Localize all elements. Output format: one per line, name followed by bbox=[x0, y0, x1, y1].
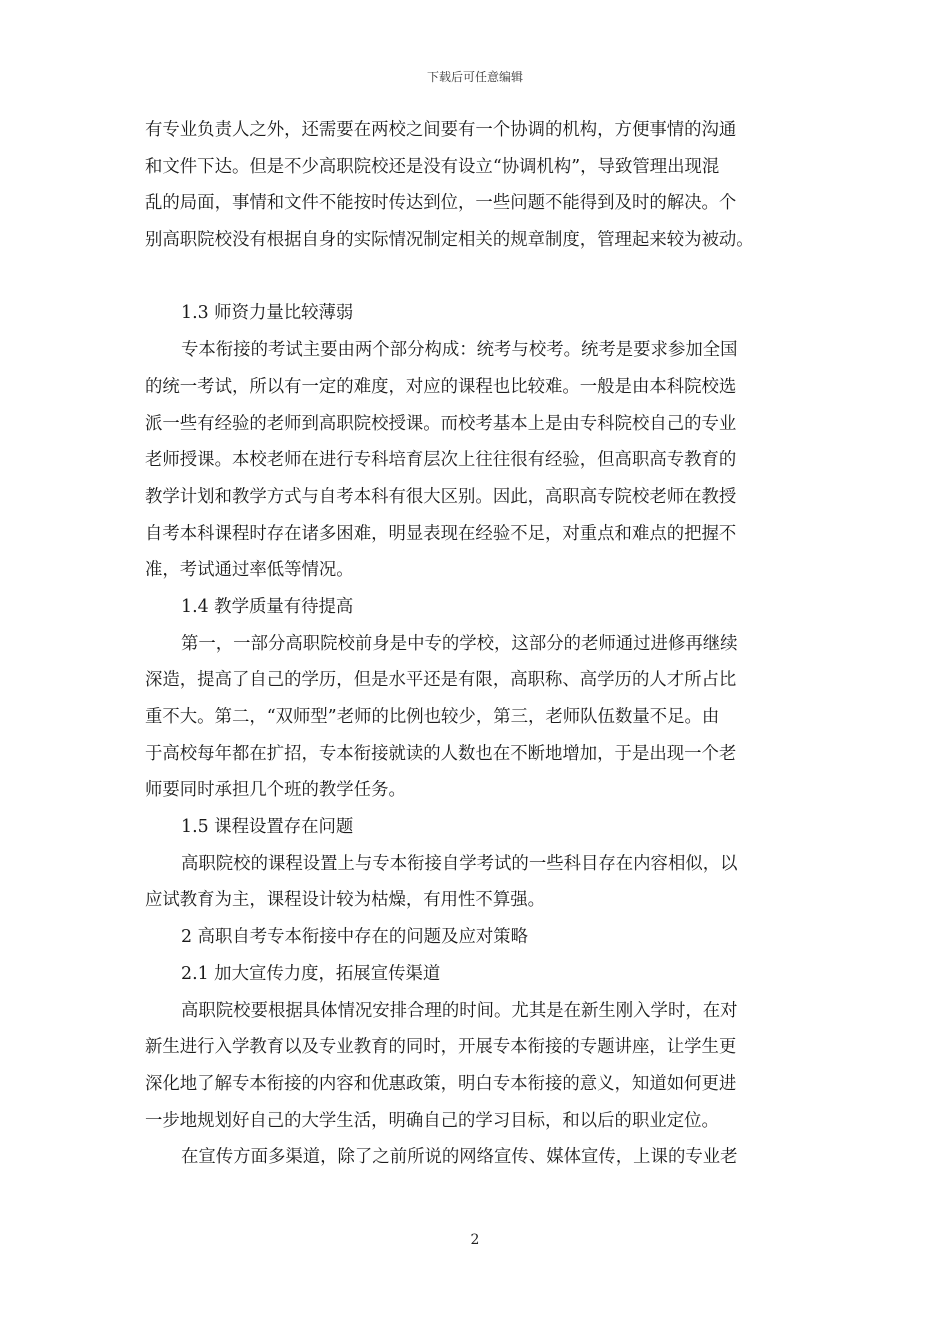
text-line: 的统一考试，所以有一定的难度，对应的课程也比较难。一般是由本科院校选 bbox=[145, 376, 737, 397]
text-line: 深化地了解专本衔接的内容和优惠政策，明白专本衔接的意义，知道如何更进 bbox=[145, 1073, 737, 1094]
text-line: 1.4 教学质量有待提高 bbox=[181, 596, 354, 617]
text-line: 1.3 师资力量比较薄弱 bbox=[181, 303, 354, 324]
text-line: 深造，提高了自己的学历，但是水平还是有限，高职称、高学历的人才所占比 bbox=[145, 670, 737, 691]
text-line: 一步地规划好自己的大学生活，明确自己的学习目标，和以后的职业定位。 bbox=[145, 1110, 719, 1131]
text-line: 1.5 课程设置存在问题 bbox=[181, 817, 354, 838]
document-body bbox=[145, 112, 813, 1176]
text-line: 和文件下达。但是不少高职院校还是没有设立“协调机构”，导致管理出现混 bbox=[145, 156, 720, 177]
text-line: 准，考试通过率低等情况。 bbox=[145, 560, 354, 581]
text-line: 于高校每年都在扩招，专本衔接就读的人数也在不断地增加，于是出现一个老 bbox=[145, 743, 737, 764]
text-line: 别高职院校没有根据自身的实际情况制定相关的规章制度，管理起来较为被动。 bbox=[145, 230, 754, 251]
text-line: 2 高职自考专本衔接中存在的问题及应对策略 bbox=[181, 927, 529, 948]
text-line: 乱的局面，事情和文件不能按时传达到位，一些问题不能得到及时的解决。个 bbox=[145, 193, 737, 214]
text-line: 高职院校的课程设置上与专本衔接自学考试的一些科目存在内容相似，以 bbox=[181, 853, 738, 874]
text-line: 有专业负责人之外，还需要在两校之间要有一个协调的机构，方便事情的沟通 bbox=[145, 120, 737, 140]
text-line: 在宣传方面多渠道，除了之前所说的网络宣传、媒体宣传，上课的专业老 bbox=[181, 1147, 738, 1168]
text-line: 老师授课。本校老师在进行专科培育层次上往往很有经验，但高职高专教育的 bbox=[145, 450, 737, 471]
text-line: 新生进行入学教育以及专业教育的同时，开展专本衔接的专题讲座，让学生更 bbox=[145, 1037, 737, 1058]
text-line: 自考本科课程时存在诸多困难，明显表现在经验不足，对重点和难点的把握不 bbox=[145, 523, 737, 544]
text-line: 2.1 加大宣传力度，拓展宣传渠道 bbox=[181, 963, 441, 984]
text-line: 第一，一部分高职院校前身是中专的学校，这部分的老师通过进修再继续 bbox=[181, 633, 738, 654]
paragraph-gap bbox=[145, 259, 813, 296]
text-line: 派一些有经验的老师到高职院校授课。而校考基本上是由专科院校自己的专业 bbox=[145, 413, 737, 434]
text-line: 教学计划和教学方式与自考本科有很大区别。因此，高职高专院校老师在教授 bbox=[145, 486, 737, 507]
text-line: 重不大。第二，“双师型”老师的比例也较少，第三，老师队伍数量不足。由 bbox=[145, 707, 720, 727]
text-line: 应试教育为主，课程设计较为枯燥，有用性不算强。 bbox=[145, 890, 545, 911]
text-line: 高职院校要根据具体情况安排合理的时间。尤其是在新生刚入学时，在对 bbox=[181, 1000, 738, 1021]
page-header: 下载后可任意编辑 bbox=[426, 70, 523, 84]
text-line: 专本衔接的考试主要由两个部分构成：统考与校考。统考是要求参加全国 bbox=[181, 340, 738, 361]
page-number: 2 bbox=[470, 1232, 480, 1248]
text-line: 师要同时承担几个班的教学任务。 bbox=[145, 780, 406, 801]
